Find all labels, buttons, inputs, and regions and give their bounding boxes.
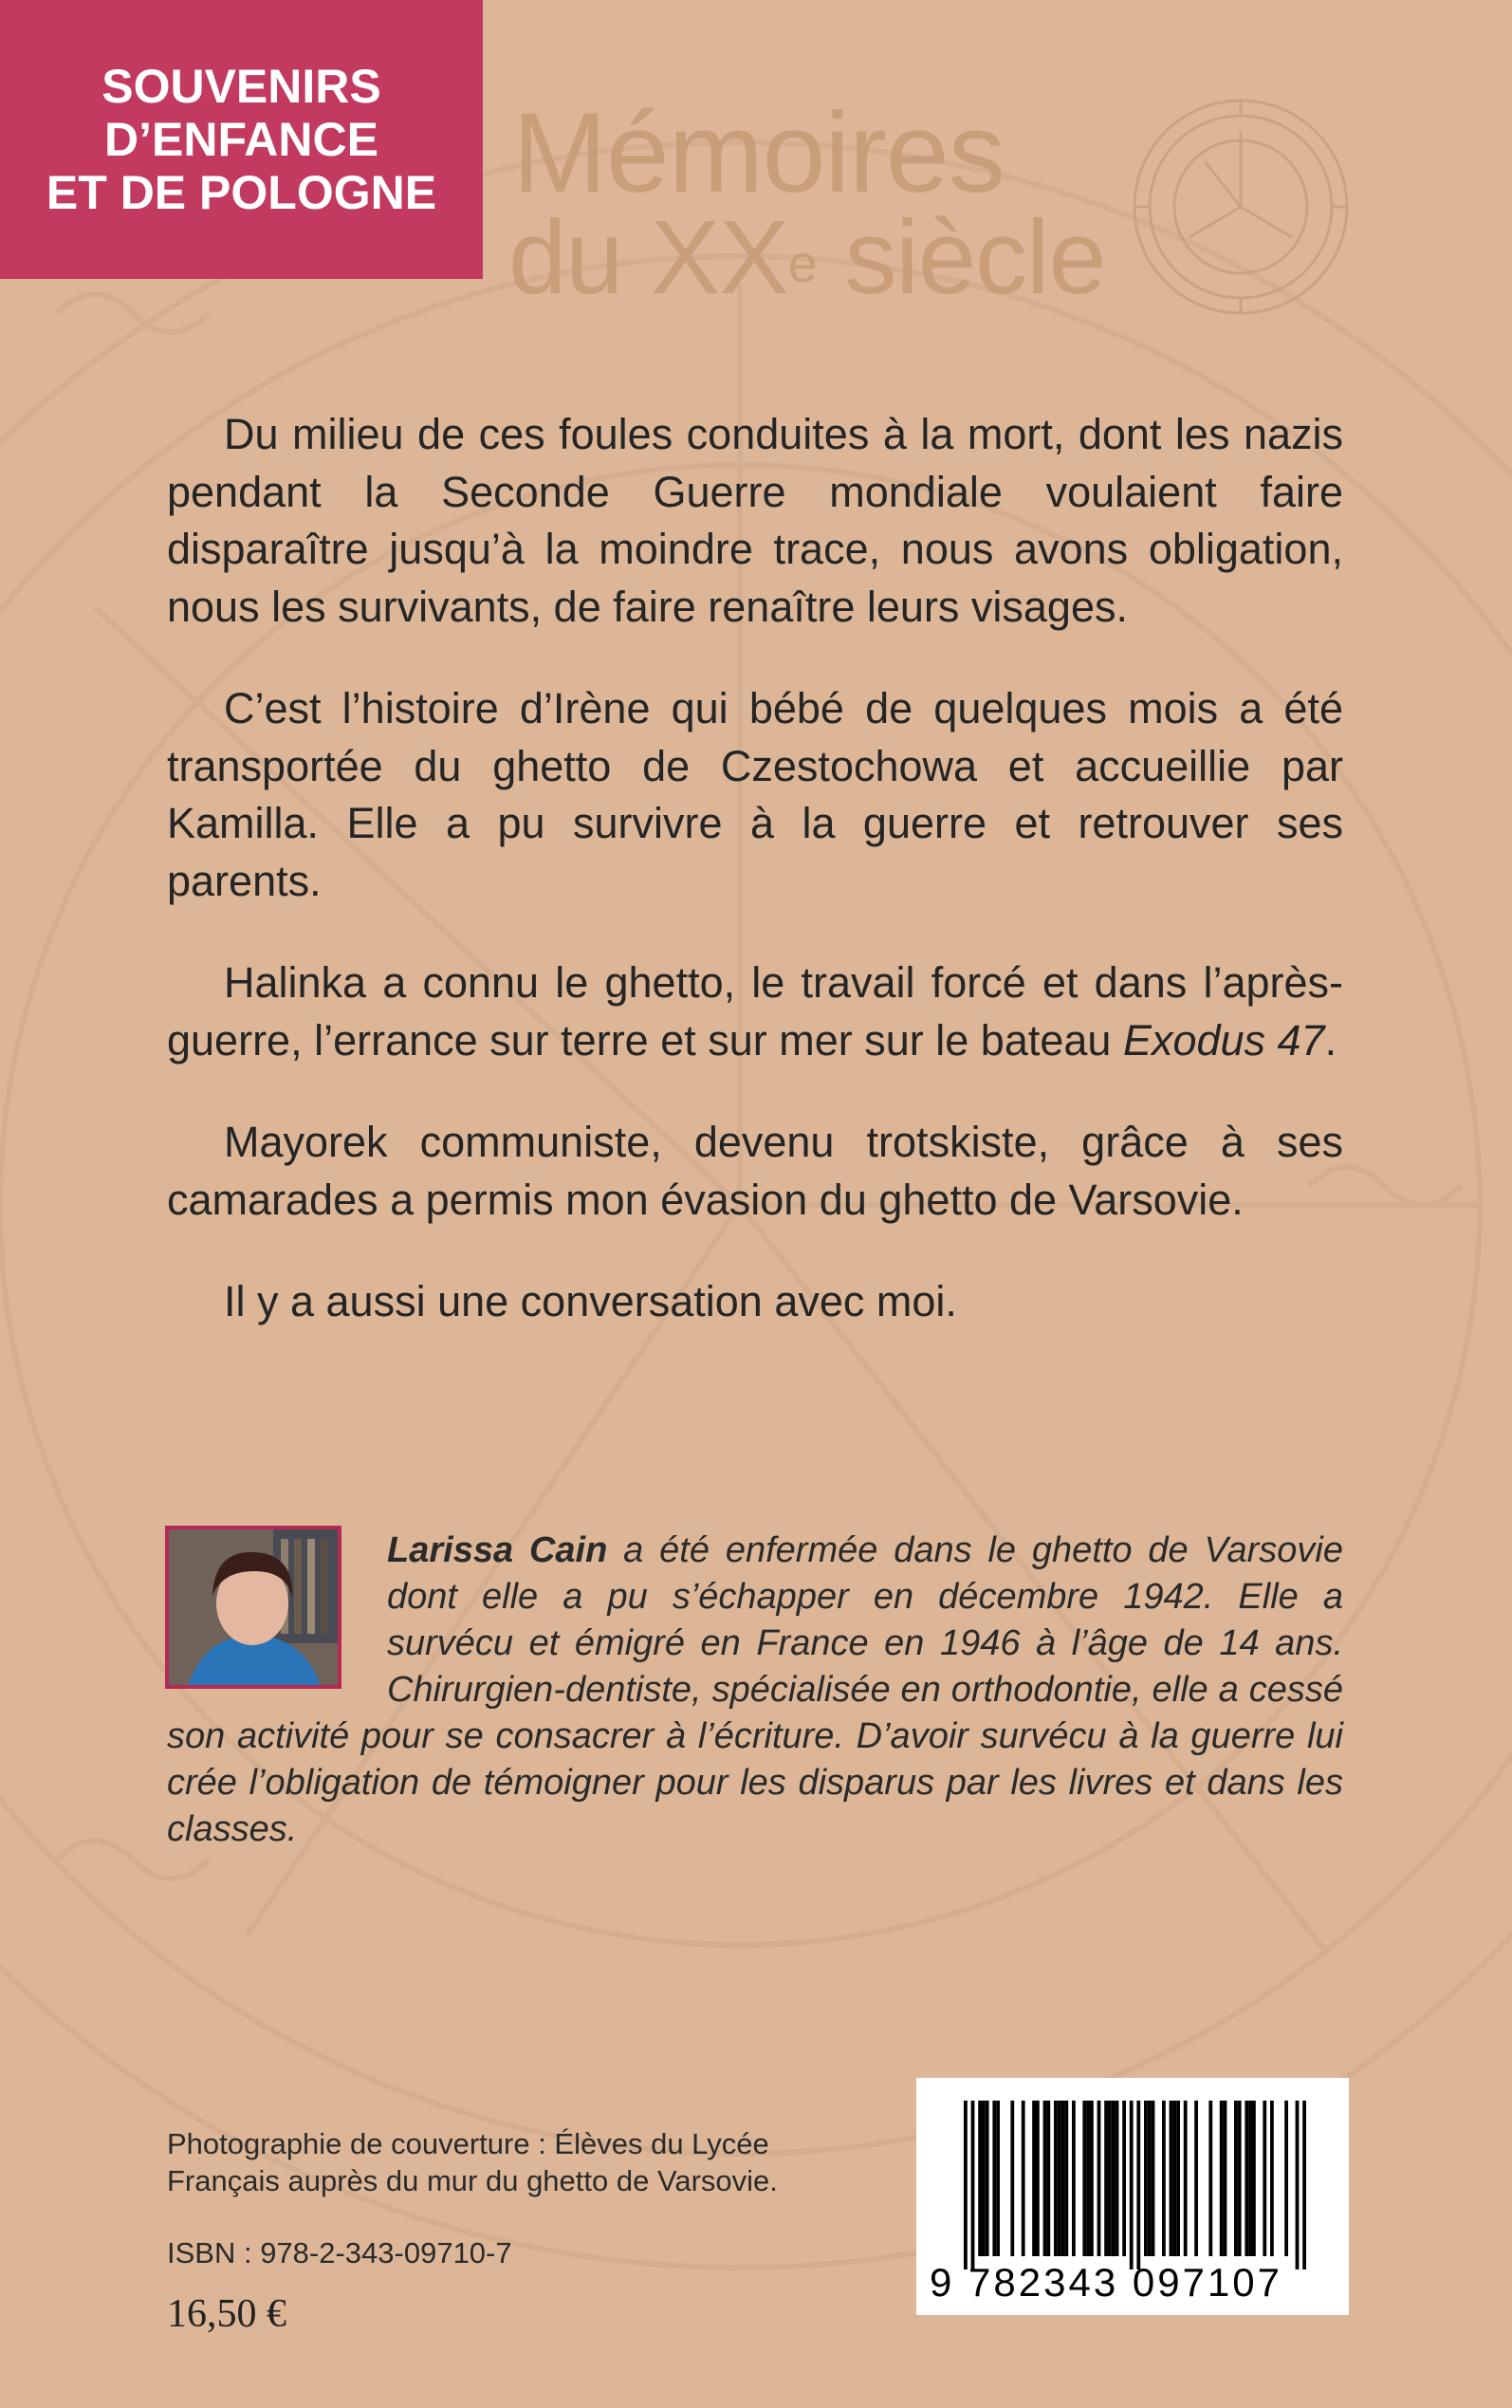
author-bio [167,1528,1343,1853]
author-photo [165,1526,341,1689]
barcode-bar [1061,2101,1065,2256]
barcode-bar [1082,2101,1086,2256]
barcode-bar [1036,2101,1040,2256]
barcode-bar [971,2101,975,2269]
barcode-bar [1112,2101,1116,2256]
barcode-bar [1104,2101,1108,2256]
barcode-bar [1144,2101,1148,2256]
barcode-bar [1032,2101,1036,2256]
barcode-bar [1130,2101,1134,2269]
barcode-bar [1184,2101,1188,2256]
collection-tag-line3: ET DE POLOGNE [46,166,437,219]
credits-line2: Français auprès du mur du ghetto de Varsovie. [167,2164,778,2197]
barcode-bar [1245,2101,1248,2256]
barcode-bar [1108,2101,1112,2256]
cover-photo-credits [167,2125,831,2199]
paragraph-1: Du milieu de ces foules conduites à la mort, dont les nazis pendant la Seconde Guerre mondiale voulaient faire disparaître jusqu’à la moindre trace, nous avons obligation, nous les survivants, de faire renaître leurs visages. [167,410,1343,631]
author-bio-text: a été enfermée dans le ghetto de Varsovie dont elle a pu s’échapper en décembre 1942. Elle a survécu et émigré en France en 1946 à l’âge de 14 ans. Chirurgien-dentiste, spécialisée en orthodontie, elle a cessé son activité pour se consacrer à l’écriture. D’avoir survécu à la guerre lui crée l’obligation de témoigner pour les disparus par les livres et dans les classes. [167,1530,1343,1849]
barcode-bar [1097,2101,1101,2256]
barcode-bar [1058,2101,1061,2256]
barcode-bar [1090,2101,1094,2256]
barcode-bar [1043,2101,1047,2256]
collection-tag-line1: SOUVENIRS [101,60,381,113]
barcode-bar [1064,2101,1068,2256]
barcode-bar [978,2101,982,2256]
barcode-bar [1170,2101,1173,2256]
series-title-suffix: siècle [816,199,1106,316]
barcode-bar [1248,2101,1252,2256]
barcode-bar [1284,2101,1288,2256]
paragraph-4: Mayorek communiste, devenu trotskiste, grâce à ses camarades a permis mon évasion du ghetto de Varsovie. [167,1118,1343,1224]
series-title-line2 [508,199,1106,316]
barcode-digits: 9 782343 097107 [930,2260,1282,2305]
author-name: Larissa Cain [387,1530,608,1570]
portrait-image [169,1529,338,1685]
barcode-bar [1022,2101,1025,2256]
barcode-bar [1162,2101,1166,2256]
series-title-line1: Mémoires [512,89,1005,216]
paragraph-2: C’est l’histoire d’Irène qui bébé de quelques mois a été transportée du ghetto de Czestochowa et accueillie par Kamilla. Elle a pu survivre à la guerre et retrouver ses parents. [167,684,1343,905]
barcode-bar [996,2101,1000,2256]
barcode-bar [1152,2101,1155,2256]
barcode-bar [1238,2101,1242,2256]
back-cover-text [167,406,1343,1376]
barcode-bar [1220,2101,1224,2256]
barcode-bar [964,2101,968,2269]
collection-tag-line2: D’ENFANCE [104,113,378,166]
barcode-bar [1234,2101,1238,2256]
barcode-bar [1302,2101,1306,2269]
barcode-bar [982,2101,986,2256]
paragraph-3-text: Halinka a connu le ghetto, le travail forcé et dans l’après-guerre, l’errance sur terre et sur mer sur le bateau [167,958,1343,1065]
barcode-bar [1122,2101,1126,2256]
barcode-bar [1252,2101,1256,2256]
barcode-bar [1046,2101,1050,2256]
barcode-bar [1176,2101,1180,2256]
barcode-bar [1270,2101,1274,2256]
barcode-bar [992,2101,996,2256]
barcode-bar [1116,2101,1119,2256]
paragraph-3 [167,954,1343,1069]
ship-name: Exodus 47 [1122,1015,1325,1065]
barcode-bar [1172,2101,1176,2256]
barcode-bar [1010,2101,1014,2256]
barcode-bar [1296,2101,1300,2269]
barcode-bar [1148,2101,1152,2256]
barcode-bar [1086,2101,1090,2256]
barcode [916,2078,1349,2315]
collection-tag [0,0,483,279]
barcode-bar [1194,2101,1198,2256]
credits-line1: Photographie de couverture : Élèves du Lycée [167,2127,769,2160]
paragraph-5: Il y a aussi une conversation avec moi. [224,1277,957,1325]
barcode-bar [1208,2101,1212,2256]
isbn: ISBN : 978-2-343-09710-7 [167,2236,512,2269]
series-title [508,89,1106,316]
barcode-bar [1136,2101,1140,2269]
clock-icon [1129,95,1353,319]
barcode-bar [986,2101,989,2256]
barcode-bar [1224,2101,1227,2256]
barcode-bar [1054,2101,1058,2256]
barcode-bar [1072,2101,1076,2256]
barcode-bar [1263,2101,1266,2256]
price: 16,50 € [167,2292,286,2336]
series-title-sup: e [787,233,817,293]
paragraph-3-period: . [1324,1015,1337,1065]
series-title-prefix: du XX [508,199,788,316]
